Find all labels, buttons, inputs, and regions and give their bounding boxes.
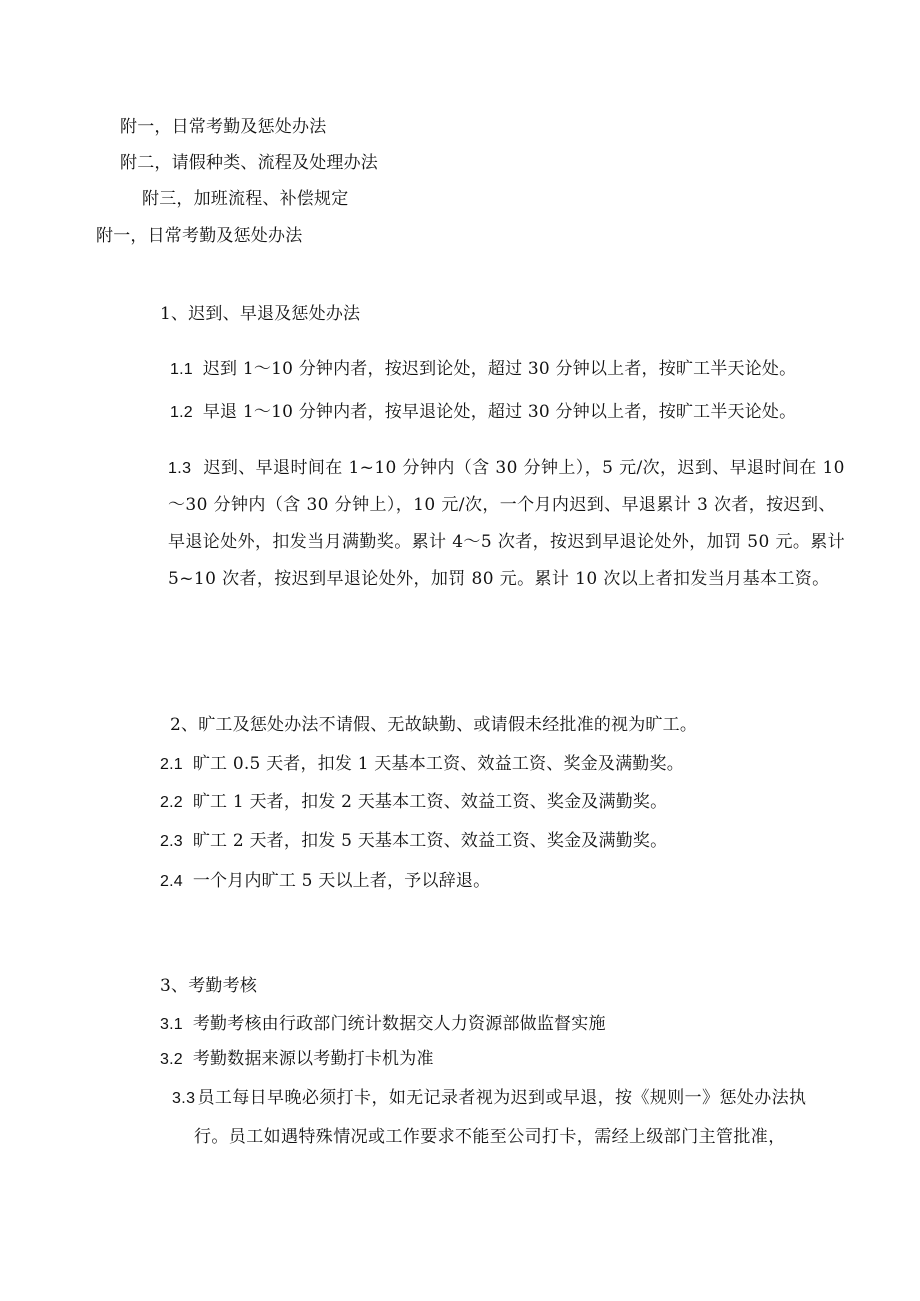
item-3-1 [160,1014,606,1035]
item-text: 早退 1～10 分钟内者，按早退论处，超过 30 分钟以上者，按旷工半天论处。 [202,402,797,422]
section1-heading: 1、迟到、早退及惩处办法 [160,304,361,324]
item-number: 1.1 [170,361,193,378]
item-text: 旷工 2 天者，扣发 5 天基本工资、效益工资、奖金及满勤奖。 [192,831,668,851]
item-text: 旷工 0.5 天者，扣发 1 天基本工资、效益工资、奖金及满勤奖。 [192,754,684,774]
item-number: 3.2 [160,1051,183,1068]
item-text: 迟到、早退时间在 1~10 分钟内（含 30 分钟上），5 元/次，迟到、早退时间在 10～30 分钟内（含 30 分钟上），10 元/次，一个月内迟到、早退累计 3 次者，按迟到、早退论处外，扣发当月满勤奖。累计 4～5 次者，按迟到早退论处外，加罚 50 元。累计 5~10 次者，按迟到早退论处外，加罚 80 元。累计 10 次以上者扣发当月基本工资。 [168,458,846,589]
item-number: 1.2 [170,404,193,421]
item-1-3 [168,450,848,598]
item-2-1 [160,754,684,775]
item-text: 迟到 1～10 分钟内者，按迟到论处，超过 30 分钟以上者，按旷工半天论处。 [202,359,797,379]
item-number: 1.3 [168,460,192,477]
item-text: 一个月内旷工 5 天以上者，予以辞退。 [192,871,491,891]
item-number: 2.1 [160,756,183,773]
item-number: 2.2 [160,794,183,811]
item-3-3 [172,1079,837,1157]
item-number: 2.4 [160,873,183,890]
toc-item-1: 附一，日常考勤及惩处办法 [120,117,327,137]
item-1-2 [170,402,796,423]
toc-item-3: 附三，加班流程、补偿规定 [142,189,349,209]
section2-heading: 2、旷工及惩处办法不请假、无故缺勤、或请假未经批准的视为旷工。 [170,715,698,735]
item-number: 3.3 [172,1090,196,1107]
item-text: 员工每日早晚必须打卡，如无记录者视为迟到或早退，按《规则一》惩处办法执行。员工如遇特殊情况或工作要求不能至公司打卡，需经上级部门主管批准， [194,1088,807,1147]
item-1-1 [170,359,796,380]
section3-heading: 3、考勤考核 [160,976,258,996]
appendix-title: 附一，日常考勤及惩处办法 [96,226,303,246]
item-2-3 [160,831,667,852]
item-text: 考勤数据来源以考勤打卡机为准 [192,1049,434,1069]
item-number: 2.3 [160,833,183,850]
item-text: 考勤考核由行政部门统计数据交人力资源部做监督实施 [192,1014,606,1034]
item-2-2 [160,792,667,813]
item-2-4 [160,871,490,892]
item-3-2 [160,1049,434,1070]
toc-item-2: 附二，请假种类、流程及处理办法 [120,153,378,173]
item-number: 3.1 [160,1016,183,1033]
item-text: 旷工 1 天者，扣发 2 天基本工资、效益工资、奖金及满勤奖。 [192,792,668,812]
